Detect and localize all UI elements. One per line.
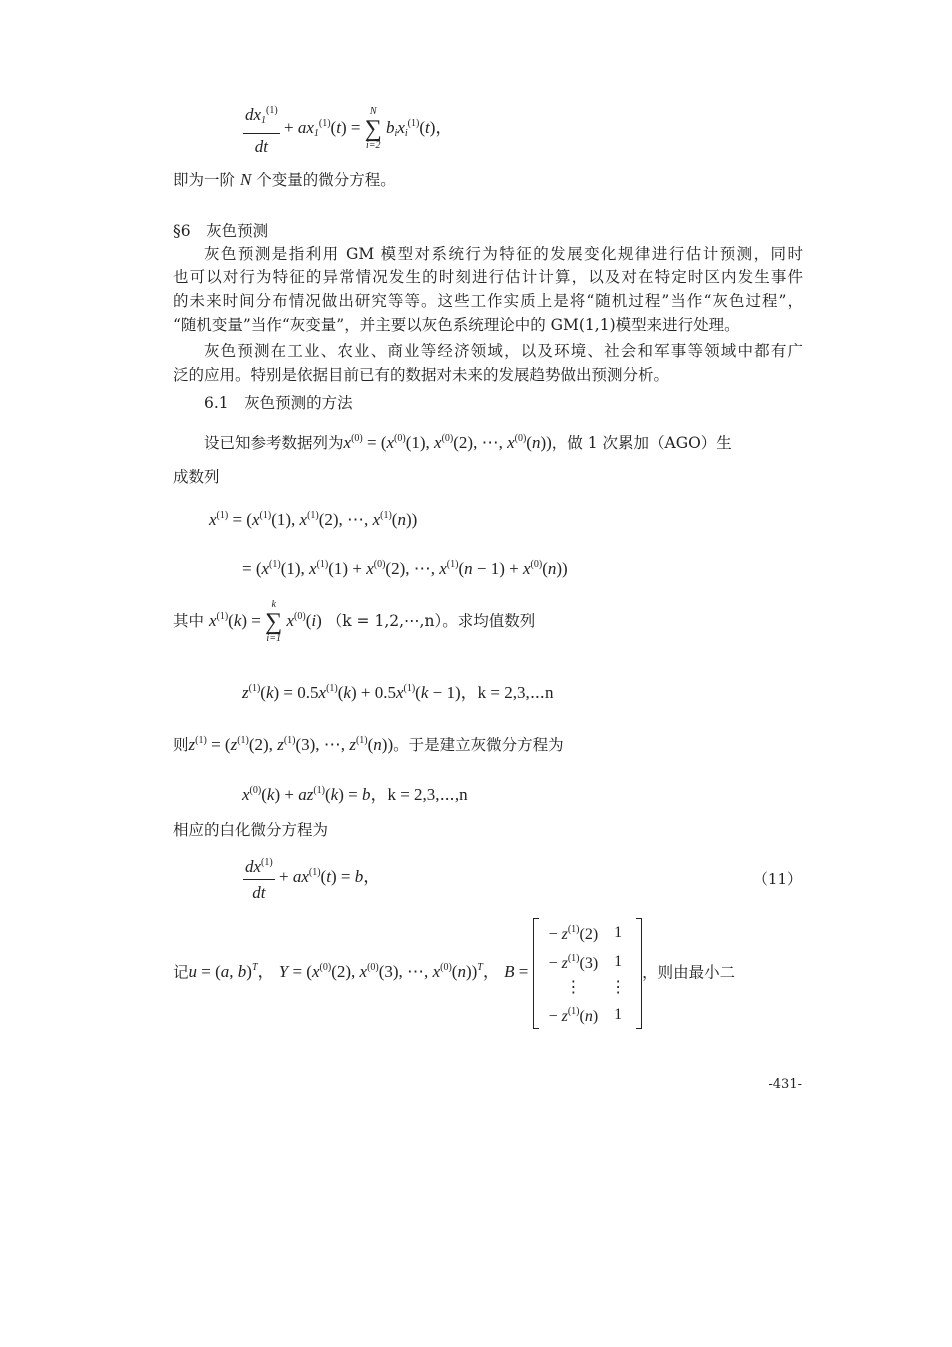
summation-sign: k ∑ i=1 xyxy=(265,599,283,644)
fraction-dx1-dt: $\frac{dx_1^{(1)}}{dt}$ xyxy=(243,100,280,158)
whitened-equation: $\frac{dx^{(1)}}{dt}$ + $ax^{(1)}(t) = b$， xyxy=(243,852,380,904)
cumulative-sum-line: 其中 $x^{(1)}(k)$ = k ∑ i=1 $x^{(0)}(i) (k$ = 1,2,⋯,n）。求均值数列 xyxy=(173,599,536,644)
paragraph-2-line-1: 灰色预测在工业、农业、商业等经济领域，以及环境、社会和军事等领域中都有广 xyxy=(204,342,803,360)
paragraph-1-line-1: 灰色预测是指利用 GM 模型对系统行为特征的发展变化规律进行估计预测，同时 xyxy=(204,245,803,263)
paragraph-1-line-4: “随机变量”当作“灰变量”，并主要以灰色系统理论中的 GM(1,1)模型来进行处理。 xyxy=(173,316,740,334)
ago-equation-line-2: = ($x^{(1)}(1)$, $x^{(1)}(1) + x^{(0)}(2)$, ⋯, $x^{(1)}(n - 1) + x^{(0)}(n)$) xyxy=(242,559,568,578)
reference-sequence-line-2: 成数列 xyxy=(173,468,220,486)
paragraph-2-line-2: 泛的应用。特别是依据目前已有的数据对未来的发展趋势做出预测分析。 xyxy=(173,366,670,384)
matrix-b: − $z^{(1)}(2)$ 1 − $z^{(1)}(3)$ 1 ⋮ ⋮ − $z^{(1)}(n)$ 1 xyxy=(533,918,643,1029)
reference-sequence-line: 设已知参考数据列为$x^{(0)} = (x^{(0)}(1)$, $x^{(0)}(2)$, ⋯, $x^{(0)}(n)$)，做 1 次累加（AGO）生 xyxy=(204,433,732,452)
whitened-intro: 相应的白化微分方程为 xyxy=(173,821,329,839)
grey-differential-equation: $x^{(0)}(k) + az^{(1)}(k) = b$，k = 2,3,⋯,n xyxy=(242,785,468,804)
mean-sequence-equation: $z^{(1)}(k) = 0.5x^{(1)}(k) + 0.5x^{(1)}(k - 1)$，k = 2,3,⋯n xyxy=(242,683,554,702)
paragraph-1-line-2: 也可以对行为特征的异常情况发生的时刻进行估计计算，以及对在特定时区内发生事件 xyxy=(173,268,803,286)
summation-sign: N ∑ i=2 xyxy=(364,106,382,151)
top-equation: $\frac{dx_1^{(1)}}{dt}$ + $ax_1^{(1)}(t)$ = N ∑ i=2 $b_ix_i^{(1)}(t)$， xyxy=(243,100,452,156)
section-heading: §6 灰色预测 xyxy=(173,222,269,240)
paragraph-1-line-3: 的未来时间分布情况做出研究等等。这些工作实质上是将“随机过程”当作“灰色过程”， xyxy=(173,292,803,310)
equation-number: （11） xyxy=(752,870,802,888)
fraction-dx-dt: $\frac{dx^{(1)}}{dt}$ xyxy=(243,852,275,904)
ago-equation-line-1: $x^{(1)} = (x^{(1)}(1)$, $x^{(1)}(2)$, ⋯, $x^{(1)}(n)$) xyxy=(209,510,418,529)
matrix-definition-line: 记u = (a, b)$^T$， $Y = (x^{(0)}(2)$, $x^{(0)}(3)$, ⋯, $x^{(0)}(n))^T$， B = − $z^{(1)}(2)$ 1 − $z^{(1)}(3)$ 1 ⋮ ⋮ − $z^{(1)}(n)$ 1 ，则由最小二 xyxy=(173,918,735,1034)
subsection-heading: 6.1 灰色预测的方法 xyxy=(204,394,353,412)
n-variable-sentence: 即为一阶 N 个变量的微分方程。 xyxy=(173,170,396,189)
z-sequence-line: 则$z^{(1)} = (z^{(1)}(2)$, $z^{(1)}(3)$, ⋯, $z^{(1)}(n)$)。于是建立灰微分方程为 xyxy=(173,735,564,754)
page-number: -431- xyxy=(768,1077,802,1092)
